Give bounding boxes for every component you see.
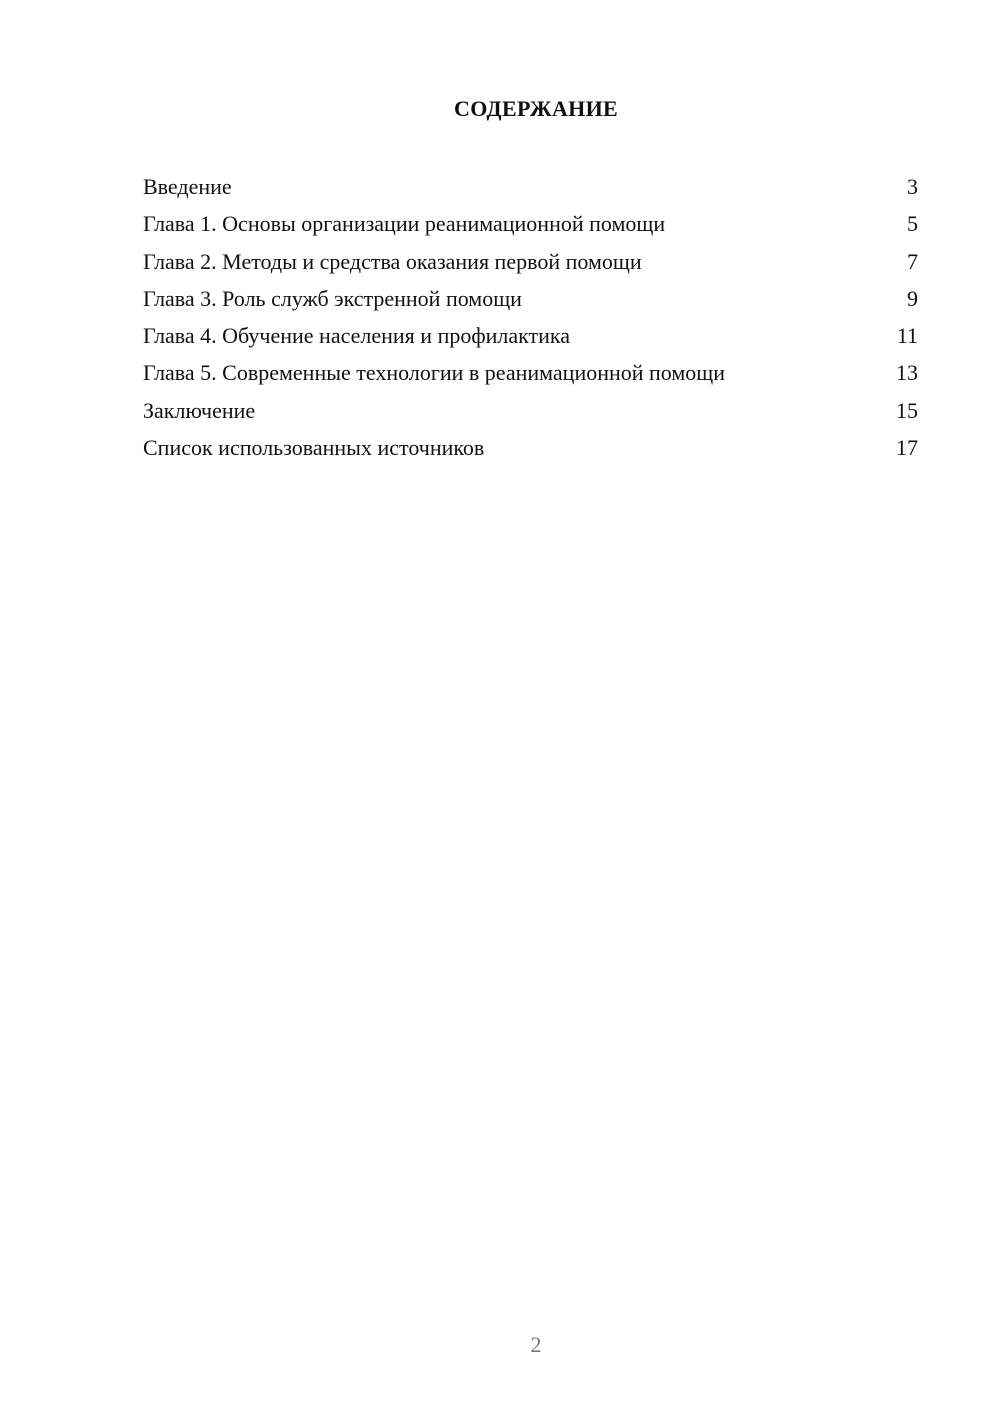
page-number: 2	[530, 1332, 542, 1357]
toc-entry-chapter-2	[143, 243, 918, 280]
toc-entry-label: Глава 1. Основы организации реанимационной помощи	[143, 211, 666, 237]
toc-entry-page: 11	[896, 323, 918, 349]
toc-entry-chapter-4	[143, 317, 918, 354]
toc-entry-conclusion	[143, 392, 918, 429]
toc-entry-page: 7	[907, 248, 918, 274]
toc-entry-label: Заключение	[143, 397, 256, 423]
toc-entry-page: 5	[907, 211, 918, 237]
toc-entry-label: Глава 4. Обучение населения и профилактика	[143, 323, 571, 349]
table-of-contents	[143, 168, 918, 466]
toc-entry-label: Глава 2. Методы и средства оказания первой помощи	[143, 248, 642, 274]
toc-entry-chapter-3	[143, 280, 918, 317]
toc-entry-page: 15	[896, 397, 918, 423]
toc-entry-introduction	[143, 168, 918, 205]
toc-entry-label: Список использованных источников	[143, 435, 485, 461]
toc-entry-page: 3	[907, 174, 918, 199]
toc-entry-page: 17	[896, 435, 918, 461]
toc-entry-page: 9	[907, 285, 918, 311]
toc-entry-chapter-1	[143, 205, 918, 242]
toc-entry-label: Глава 5. Современные технологии в реанимационной помощи	[143, 360, 726, 386]
toc-entry-label: Введение	[143, 174, 232, 199]
toc-entry-label: Глава 3. Роль служб экстренной помощи	[143, 285, 522, 311]
page-title: СОДЕРЖАНИЕ	[454, 96, 618, 121]
toc-entry-chapter-5	[143, 354, 918, 391]
toc-entry-page: 13	[896, 360, 918, 386]
toc-entry-references	[143, 429, 918, 466]
